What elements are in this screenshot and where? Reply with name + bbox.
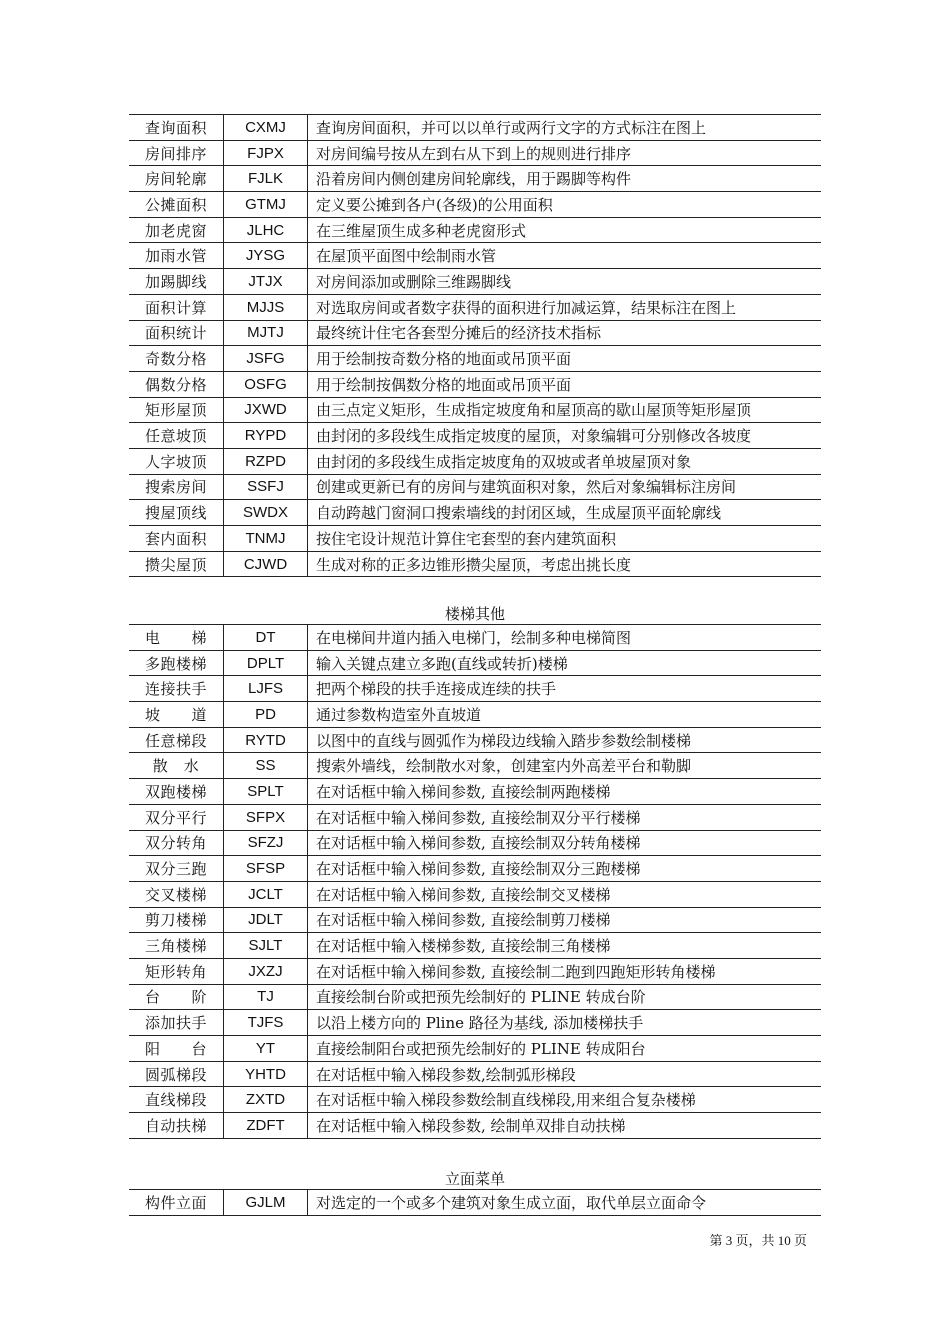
table-row — [129, 243, 821, 269]
command-name-cell: 加踢脚线 — [129, 269, 224, 295]
table-row — [129, 958, 821, 984]
command-table — [129, 1189, 821, 1216]
command-code-cell: GTMJ — [224, 192, 308, 218]
command-name-cell: 剪刀楼梯 — [129, 907, 224, 933]
command-code-cell: JDLT — [224, 907, 308, 933]
command-name-cell: 房间轮廓 — [129, 166, 224, 192]
command-code-cell: TJFS — [224, 1010, 308, 1036]
table-row — [129, 474, 821, 500]
command-table — [129, 114, 821, 577]
command-code-cell: FJLK — [224, 166, 308, 192]
command-description-cell: 定义要公摊到各户(各级)的公用面积 — [308, 192, 822, 218]
command-name-cell: 加老虎窗 — [129, 217, 224, 243]
command-description-cell: 输入关键点建立多跑(直线或转折)楼梯 — [308, 650, 822, 676]
command-code-cell: FJPX — [224, 140, 308, 166]
table-row — [129, 676, 821, 702]
command-description-cell: 通过参数构造室外直坡道 — [308, 702, 822, 728]
table-row — [129, 192, 821, 218]
table-row — [129, 702, 821, 728]
command-description-cell: 沿着房间内侧创建房间轮廓线，用于踢脚等构件 — [308, 166, 822, 192]
command-name-cell: 房间排序 — [129, 140, 224, 166]
table-row — [129, 269, 821, 295]
command-description-cell: 按住宅设计规范计算住宅套型的套内建筑面积 — [308, 526, 822, 552]
command-description-cell: 对选取房间或者数字获得的面积进行加减运算，结果标注在图上 — [308, 294, 822, 320]
page-footer: 第 3 页，共 10 页 — [709, 1233, 807, 1248]
command-description-cell: 自动跨越门窗洞口搜索墙线的封闭区域，生成屋顶平面轮廓线 — [308, 500, 822, 526]
command-description-cell: 对房间编号按从左到右从下到上的规则进行排序 — [308, 140, 822, 166]
command-name-cell: 圆弧梯段 — [129, 1061, 224, 1087]
command-name-cell: 任意坡顶 — [129, 423, 224, 449]
table-row — [129, 779, 821, 805]
table-row — [129, 294, 821, 320]
table-row — [129, 727, 821, 753]
command-name-cell: 台 阶 — [129, 984, 224, 1010]
command-code-cell: SSFJ — [224, 474, 308, 500]
command-description-cell: 在对话框中输入梯间参数, 直接绘制双分转角楼梯 — [308, 830, 822, 856]
command-name-cell: 散 水 — [129, 753, 224, 779]
command-description-cell: 以沿上楼方向的 Pline 路径为基线, 添加楼梯扶手 — [308, 1010, 822, 1036]
command-name-cell: 三角楼梯 — [129, 933, 224, 959]
table-row — [129, 650, 821, 676]
command-section-stairs — [129, 604, 821, 1139]
section-title: 楼梯其他 — [444, 605, 505, 623]
command-code-cell: JLHC — [224, 217, 308, 243]
command-code-cell: ZDFT — [224, 1113, 308, 1139]
section-title: 立面菜单 — [444, 1170, 505, 1188]
command-code-cell: JCLT — [224, 881, 308, 907]
command-code-cell: RZPD — [224, 448, 308, 474]
table-row — [129, 320, 821, 346]
table-row — [129, 1190, 821, 1216]
command-name-cell: 矩形屋顶 — [129, 397, 224, 423]
table-row — [129, 551, 821, 577]
table-row — [129, 1036, 821, 1062]
command-code-cell: LJFS — [224, 676, 308, 702]
command-name-cell: 坡 道 — [129, 702, 224, 728]
command-name-cell: 矩形转角 — [129, 958, 224, 984]
table-row — [129, 804, 821, 830]
command-code-cell: YT — [224, 1036, 308, 1062]
command-code-cell: SFSP — [224, 856, 308, 882]
command-code-cell: DT — [224, 625, 308, 651]
table-row — [129, 907, 821, 933]
command-name-cell: 面积计算 — [129, 294, 224, 320]
table-row — [129, 984, 821, 1010]
command-name-cell: 双分平行 — [129, 804, 224, 830]
command-name-cell: 查询面积 — [129, 115, 224, 141]
command-description-cell: 在电梯间井道内插入电梯门，绘制多种电梯简图 — [308, 625, 822, 651]
command-name-cell: 阳 台 — [129, 1036, 224, 1062]
command-description-cell: 对房间添加或删除三维踢脚线 — [308, 269, 822, 295]
command-name-cell: 添加扶手 — [129, 1010, 224, 1036]
command-code-cell: CJWD — [224, 551, 308, 577]
command-description-cell: 创建或更新已有的房间与建筑面积对象，然后对象编辑标注房间 — [308, 474, 822, 500]
command-name-cell: 双分三跑 — [129, 856, 224, 882]
command-code-cell: ZXTD — [224, 1087, 308, 1113]
command-name-cell: 自动扶梯 — [129, 1113, 224, 1139]
command-description-cell: 用于绘制按偶数分格的地面或吊顶平面 — [308, 371, 822, 397]
command-section-elevation — [129, 1169, 821, 1216]
command-name-cell: 多跑楼梯 — [129, 650, 224, 676]
command-name-cell: 双分转角 — [129, 830, 224, 856]
command-code-cell: SPLT — [224, 779, 308, 805]
command-name-cell: 加雨水管 — [129, 243, 224, 269]
table-row — [129, 140, 821, 166]
table-row — [129, 881, 821, 907]
command-description-cell: 搜索外墙线，绘制散水对象，创建室内外高差平台和勒脚 — [308, 753, 822, 779]
table-row — [129, 1061, 821, 1087]
command-description-cell: 在对话框中输入梯间参数, 直接绘制二跑到四跑矩形转角楼梯 — [308, 958, 822, 984]
command-description-cell: 在对话框中输入梯段参数,绘制弧形梯段 — [308, 1061, 822, 1087]
command-description-cell: 在三维屋顶生成多种老虎窗形式 — [308, 217, 822, 243]
command-code-cell: RYPD — [224, 423, 308, 449]
table-row — [129, 625, 821, 651]
command-code-cell: PD — [224, 702, 308, 728]
command-code-cell: TJ — [224, 984, 308, 1010]
command-code-cell: SFZJ — [224, 830, 308, 856]
command-name-cell: 双跑楼梯 — [129, 779, 224, 805]
table-row — [129, 423, 821, 449]
command-name-cell: 搜屋顶线 — [129, 500, 224, 526]
command-code-cell: SJLT — [224, 933, 308, 959]
command-description-cell: 在对话框中输入梯间参数, 直接绘制双分三跑楼梯 — [308, 856, 822, 882]
command-name-cell: 任意梯段 — [129, 727, 224, 753]
command-description-cell: 由三点定义矩形，生成指定坡度角和屋顶高的歇山屋顶等矩形屋顶 — [308, 397, 822, 423]
command-code-cell: OSFG — [224, 371, 308, 397]
command-code-cell: MJTJ — [224, 320, 308, 346]
command-code-cell: JXZJ — [224, 958, 308, 984]
command-name-cell: 公摊面积 — [129, 192, 224, 218]
command-name-cell: 搜索房间 — [129, 474, 224, 500]
command-name-cell: 交叉楼梯 — [129, 881, 224, 907]
table-row — [129, 830, 821, 856]
command-name-cell: 偶数分格 — [129, 371, 224, 397]
command-code-cell: JSFG — [224, 346, 308, 372]
table-row — [129, 1010, 821, 1036]
command-name-cell: 套内面积 — [129, 526, 224, 552]
table-row — [129, 217, 821, 243]
table-row — [129, 753, 821, 779]
table-row — [129, 1113, 821, 1139]
command-name-cell: 面积统计 — [129, 320, 224, 346]
table-row — [129, 500, 821, 526]
command-code-cell: SFPX — [224, 804, 308, 830]
command-code-cell: JXWD — [224, 397, 308, 423]
command-description-cell: 以图中的直线与圆弧作为梯段边线输入踏步参数绘制楼梯 — [308, 727, 822, 753]
command-name-cell: 人字坡顶 — [129, 448, 224, 474]
table-row — [129, 856, 821, 882]
command-description-cell: 由封闭的多段线生成指定坡度角的双坡或者单坡屋顶对象 — [308, 448, 822, 474]
command-section-1 — [129, 114, 821, 577]
command-code-cell: GJLM — [224, 1190, 308, 1216]
command-description-cell: 在对话框中输入梯段参数, 绘制单双排自动扶梯 — [308, 1113, 822, 1139]
table-row — [129, 397, 821, 423]
command-description-cell: 在对话框中输入梯间参数, 直接绘制双分平行楼梯 — [308, 804, 822, 830]
command-code-cell: RYTD — [224, 727, 308, 753]
table-row — [129, 448, 821, 474]
command-description-cell: 最终统计住宅各套型分摊后的经济技术指标 — [308, 320, 822, 346]
command-description-cell: 在对话框中输入楼梯参数, 直接绘制三角楼梯 — [308, 933, 822, 959]
command-description-cell: 在对话框中输入梯段参数绘制直线梯段,用来组合复杂楼梯 — [308, 1087, 822, 1113]
command-description-cell: 在对话框中输入梯间参数, 直接绘制两跑楼梯 — [308, 779, 822, 805]
table-row — [129, 933, 821, 959]
command-description-cell: 查询房间面积，并可以以单行或两行文字的方式标注在图上 — [308, 115, 822, 141]
command-description-cell: 由封闭的多段线生成指定坡度的屋顶，对象编辑可分别修改各坡度 — [308, 423, 822, 449]
command-code-cell: CXMJ — [224, 115, 308, 141]
command-description-cell: 用于绘制按奇数分格的地面或吊顶平面 — [308, 346, 822, 372]
command-code-cell: SWDX — [224, 500, 308, 526]
command-name-cell: 攒尖屋顶 — [129, 551, 224, 577]
command-description-cell: 在对话框中输入梯间参数, 直接绘制交叉楼梯 — [308, 881, 822, 907]
command-table — [129, 624, 821, 1139]
command-code-cell: YHTD — [224, 1061, 308, 1087]
command-description-cell: 直接绘制台阶或把预先绘制好的 PLINE 转成台阶 — [308, 984, 822, 1010]
table-row — [129, 371, 821, 397]
command-name-cell: 连接扶手 — [129, 676, 224, 702]
table-row — [129, 346, 821, 372]
command-code-cell: JYSG — [224, 243, 308, 269]
command-name-cell: 奇数分格 — [129, 346, 224, 372]
table-row — [129, 166, 821, 192]
command-description-cell: 对选定的一个或多个建筑对象生成立面，取代单层立面命令 — [308, 1190, 822, 1216]
command-code-cell: JTJX — [224, 269, 308, 295]
command-code-cell: SS — [224, 753, 308, 779]
command-code-cell: TNMJ — [224, 526, 308, 552]
command-description-cell: 在屋顶平面图中绘制雨水管 — [308, 243, 822, 269]
command-name-cell: 电 梯 — [129, 625, 224, 651]
table-row — [129, 115, 821, 141]
command-name-cell: 直线梯段 — [129, 1087, 224, 1113]
command-code-cell: MJJS — [224, 294, 308, 320]
table-row — [129, 1087, 821, 1113]
command-code-cell: DPLT — [224, 650, 308, 676]
command-description-cell: 直接绘制阳台或把预先绘制好的 PLINE 转成阳台 — [308, 1036, 822, 1062]
command-name-cell: 构件立面 — [129, 1190, 224, 1216]
command-description-cell: 在对话框中输入梯间参数, 直接绘制剪刀楼梯 — [308, 907, 822, 933]
table-row — [129, 526, 821, 552]
command-description-cell: 生成对称的正多边锥形攒尖屋顶，考虑出挑长度 — [308, 551, 822, 577]
command-description-cell: 把两个梯段的扶手连接成连续的扶手 — [308, 676, 822, 702]
